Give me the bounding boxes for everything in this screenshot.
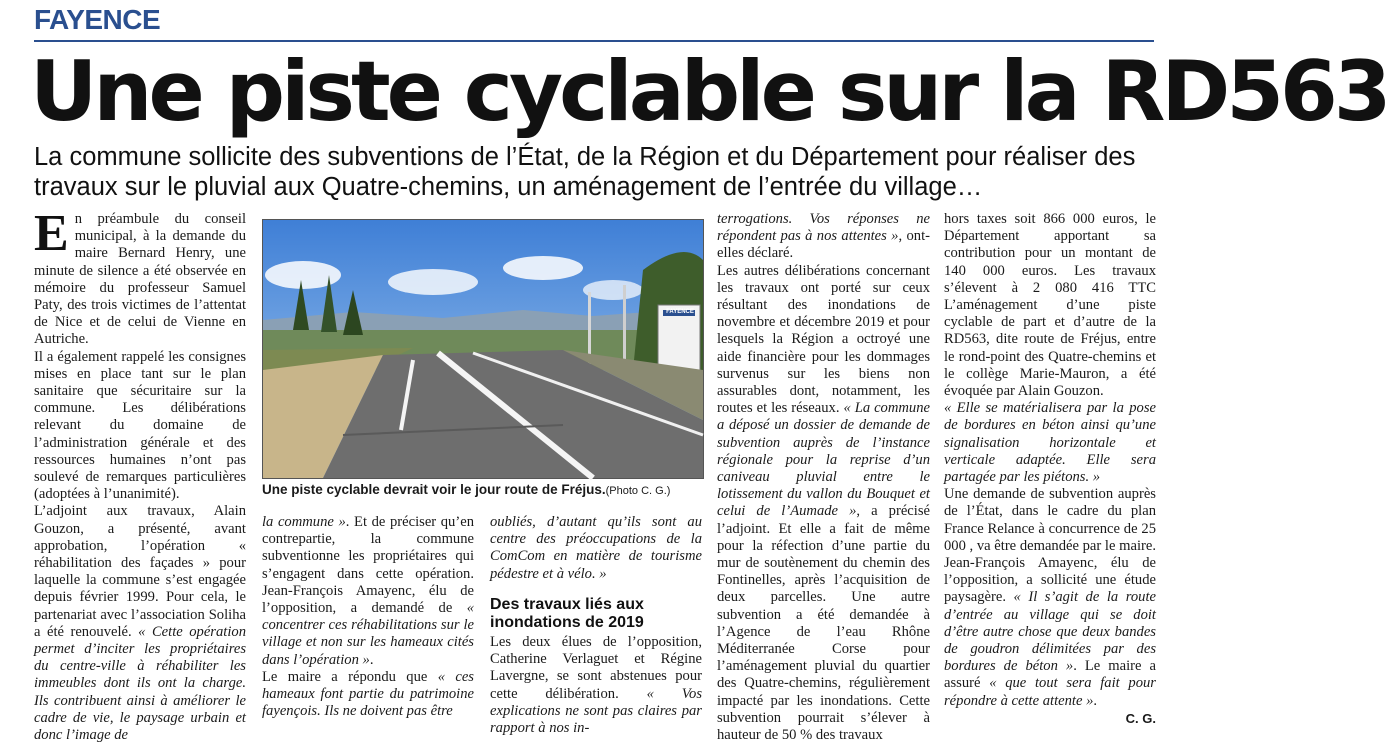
section-rubric: FAYENCE bbox=[34, 4, 161, 35]
paragraph: terrogations. Vos réponses ne répondent pas à nos attentes », ont-elles déclaré. bbox=[717, 211, 930, 262]
photo-caption bbox=[262, 481, 712, 500]
paragraph: la commune ». Et de préciser qu’en contrepartie, la commune subventionne les propriétaires qui s’engagent dans cette opération. Jean-François Amayenc, élu de l’opposition, a demandé de « concentrer ces réhabilitations sur le village et non sur les hameaux cités dans l’opération ». bbox=[262, 514, 474, 668]
photo-sign-text: FAYENCE bbox=[666, 309, 694, 315]
paragraph: « Elle se matérialisera par la pose de bordures en béton ainsi qu’une signalisation horizontale et verticale adaptée. Elle sera partagée par les piétons. » bbox=[944, 400, 1156, 486]
article-column-5 bbox=[944, 211, 1156, 727]
paragraph: hors taxes soit 866 000 euros, le Département apportant sa contribution pour un montant de 140 000 euros. Les travaux s’élevent à 2 080 416 TTC L’aménagement d’une piste cyclable de part et d’autre de la RD563, dite route de Fréjus, entre le rond-point des Quatre-chemins et le collège Marie-Mauron, a été évoquée par Alain Gouzon. bbox=[944, 211, 1156, 400]
paragraph: Une demande de subvention auprès de l’État, dans le cadre du plan France Relance à concurrence de 25 000 , va être demandée par le maire. Jean-François Amayenc, élu de l’opposition, a sollicité une étude paysagère. « Il s’agit de la route d’entrée au village qui se doit d’être autre chose que deux bandes de goudron délimitées par des bordures de béton ». Le maire a assuré « que tout sera fait pour répondre à cette attente ». bbox=[944, 486, 1156, 709]
paragraph: Il a également rappelé les consignes mises en place tant sur le plan sanitaire que sécuritaire sur la commune. Les délibérations relevant du domaine de l’administration générale et des ressources humaines n’ont pas soulevé de remarques particulières (adoptées à l’unanimité). bbox=[34, 348, 246, 503]
paragraph: oubliés, d’autant qu’ils sont au centre des préoccupations de la ComCom en matière de tourisme pédestre et à vélo. » bbox=[490, 514, 702, 582]
article-column-2 bbox=[262, 514, 474, 720]
paragraph: Le maire a répondu que « ces hameaux font partie du patrimoine fayençois. Ils ne doivent pas être bbox=[262, 668, 474, 720]
caption-text: Une piste cyclable devrait voir le jour route de Fréjus. bbox=[262, 482, 606, 497]
lead-paragraph: La commune sollicite des subventions de l’État, de la Région et du Département pour réaliser des travaux sur le pluvial aux Quatre-chemins, un aménagement de l’entrée du village… bbox=[34, 143, 1136, 201]
article-column-1 bbox=[34, 205, 246, 744]
paragraph: n préambule du conseil municipal, à la demande du maire Bernard Henry, une minute de silence a été observée en mémoire du professeur Samuel Paty, des trois victimes de l’attentat de Nice et de celui de Vienne en Autriche. bbox=[34, 211, 246, 348]
drop-cap: E bbox=[34, 205, 69, 262]
photo-credit: (Photo C. G.) bbox=[605, 485, 671, 497]
article-column-3 bbox=[490, 514, 702, 583]
road-photo-image bbox=[263, 220, 703, 478]
author-signature: C. G. bbox=[1125, 710, 1156, 726]
headline: Une piste cyclable sur la RD563 bbox=[30, 43, 1388, 140]
paragraph: L’adjoint aux travaux, Alain Gouzon, a présenté, avant approbation, l’opération « réhabilitation des façades » pour laquelle la commune s’est engagée depuis février 1999. Pour cela, le partenariat avec l’association Soliha a été renouvelé. « Cette opération permet d’inciter les propriétaires du centre-ville à réhabiliter les immeubles dont ils ont la charge. Ils contribuent ainsi à améliorer le cadre de vie, le paysage urbain et donc l’image de bbox=[34, 503, 246, 744]
paragraph: Les deux élues de l’opposition, Catherine Verlaguet et Régine Lavergne, se sont abstenues pour cette délibération. « Vos explications ne sont pas claires par rapport à nos in- bbox=[490, 634, 703, 737]
paragraph: Les autres délibérations concernant les travaux ont porté sur ceux résultant des inondations de novembre et décembre 2019 et pour lesquels la Région a octroyé une aide financière pour les dommages survenus sur les biens non assurables dont, notamment, les routes et les réseaux. « La commune a déposé un dossier de demande de subvention auprès de l’instance régionale pour la reprise d’un caniveau pluvial entre le lotissement du vallon du Bouquet et celui de l’Aumade », a précisé l’adjoint. Et elle a fait de même pour la réfection d’une partie du mur de soutènement du chemin des Fontinelles, après l’acquisition de deux parcelles. Une autre subvention a été demandée à l’Agence de l’eau Rhône Méditerranée Corse pour l’aménagement pluvial du quartier des Quatre-chemins, régulièrement impacté par les inondations. Cette subvention pourrait s’élever à hauteur de 50 % des travaux bbox=[717, 262, 930, 744]
article-column-3-continued bbox=[490, 634, 702, 737]
article-column-4 bbox=[717, 211, 930, 744]
subheading: Des travaux liés aux inondations de 2019 bbox=[490, 596, 644, 631]
article-photo bbox=[262, 219, 704, 479]
rubric-rule bbox=[34, 40, 1154, 42]
